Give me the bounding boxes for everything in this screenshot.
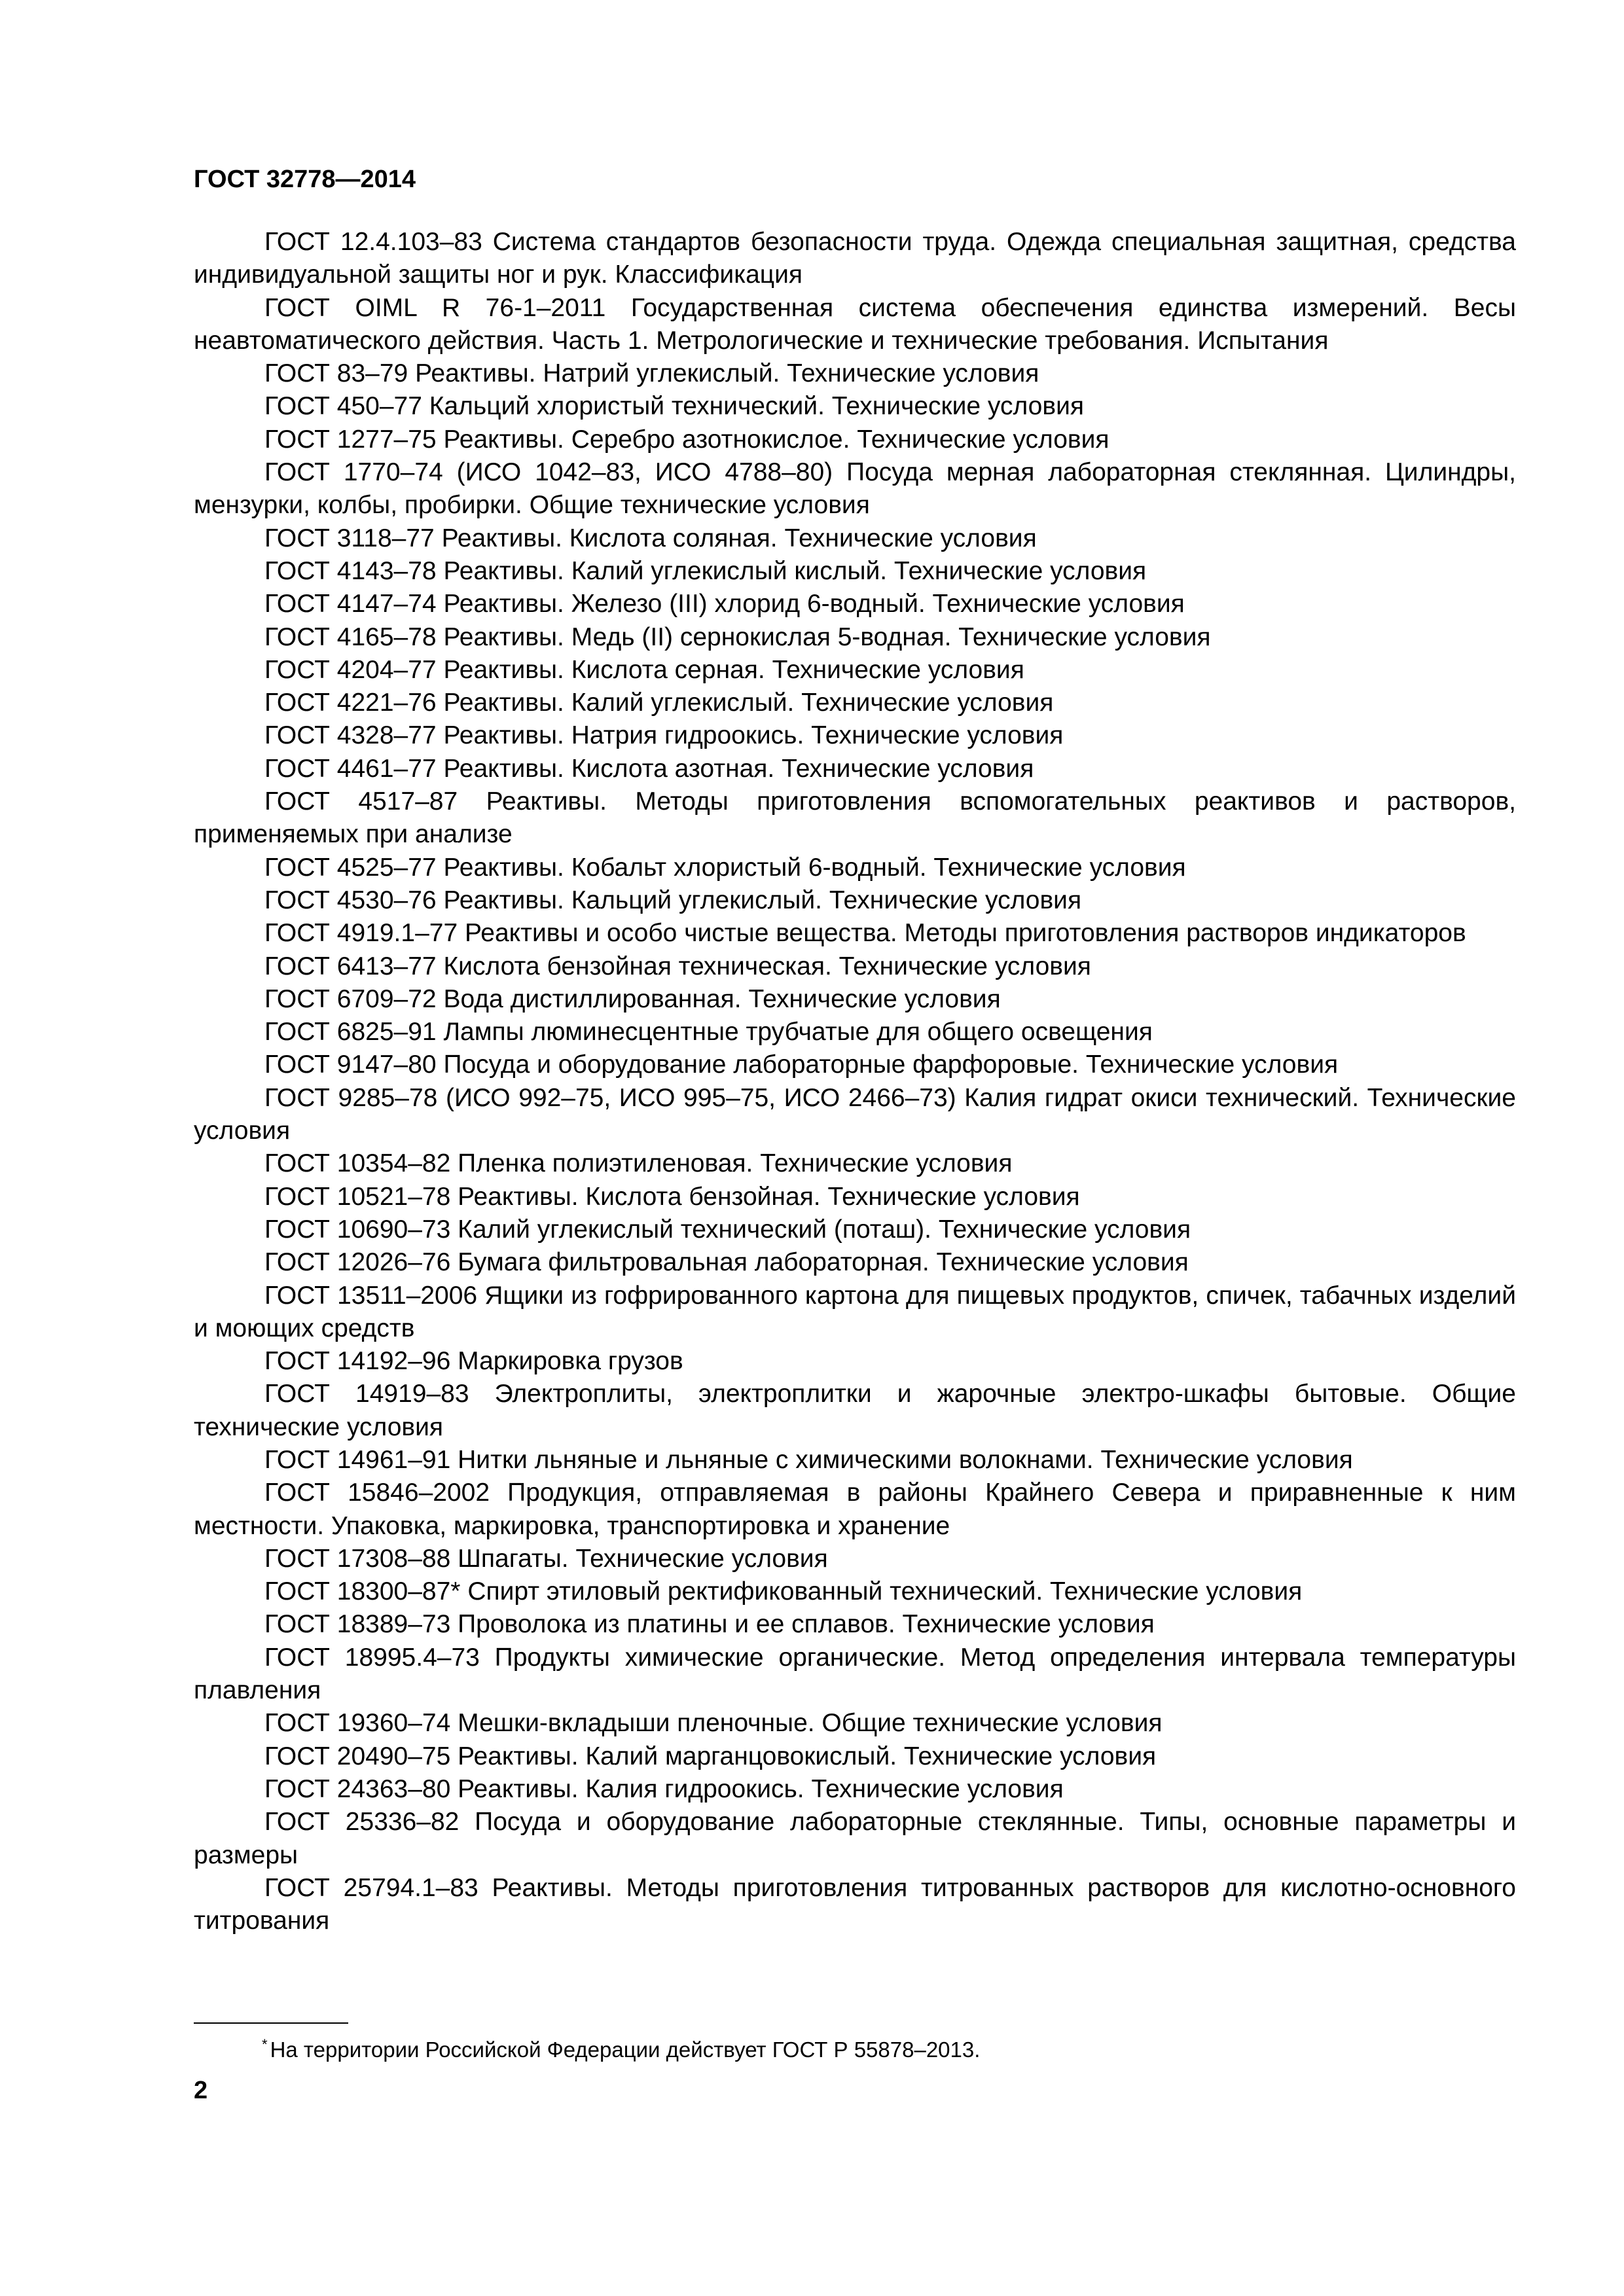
footnote-text: На территории Российской Федерации действует ГОСТ Р 55878–2013. xyxy=(270,2037,981,2062)
reference-entry: ГОСТ 4530–76 Реактивы. Кальций углекислый. Технические условия xyxy=(264,886,1082,914)
reference-entry: ГОСТ 15846–2002 Продукция, отправляемая в районы Крайнего Севера и приравненные к ним местности. Упаковка, маркировка, транспортировка и хранение xyxy=(194,1479,1516,1540)
reference-entry: ГОСТ 6413–77 Кислота бензойная техническая. Технические условия xyxy=(264,952,1091,980)
reference-entry: ГОСТ 450–77 Кальций хлористый технический. Технические условия xyxy=(264,392,1084,421)
footnote-marker: * xyxy=(262,2036,268,2053)
reference-entry: ГОСТ 18300–87* Спирт этиловый ректификованный технический. Технические условия xyxy=(264,1577,1303,1606)
reference-entry: ГОСТ 14919–83 Электроплиты, электроплитки и жарочные электро-шкафы бытовые. Общие технические условия xyxy=(194,1380,1516,1441)
reference-entry: ГОСТ 4525–77 Реактивы. Кобальт хлористый 6-водный. Технические условия xyxy=(264,853,1186,882)
reference-entry: ГОСТ 6825–91 Лампы люминесцентные трубчатые для общего освещения xyxy=(264,1018,1153,1047)
footnote-divider xyxy=(194,2022,348,2024)
document-header-title: ГОСТ 32778—2014 xyxy=(194,166,416,193)
reference-entry: ГОСТ 10521–78 Реактивы. Кислота бензойная. Технические условия xyxy=(264,1182,1080,1211)
reference-entry: ГОСТ 10690–73 Калий углекислый технический (поташ). Технические условия xyxy=(264,1215,1191,1244)
reference-entry: ГОСТ 6709–72 Вода дистиллированная. Технические условия xyxy=(264,984,1001,1013)
reference-entry: ГОСТ 4204–77 Реактивы. Кислота серная. Технические условия xyxy=(264,655,1024,684)
reference-entry: ГОСТ 25336–82 Посуда и оборудование лабораторные стеклянные. Типы, основные параметры и размеры xyxy=(194,1808,1516,1869)
reference-entry: ГОСТ 17308–88 Шпагаты. Технические условия xyxy=(264,1544,828,1573)
reference-entry: ГОСТ 9285–78 (ИСО 992–75, ИСО 995–75, ИСО 2466–73) Калия гидрат окиси технический. Технические условия xyxy=(194,1083,1516,1145)
reference-entry: ГОСТ 14961–91 Нитки льняные и льняные с химическими волокнами. Технические условия xyxy=(264,1445,1353,1474)
reference-entry: ГОСТ 12.4.103–83 Система стандартов безопасности труда. Одежда специальная защитная, средства индивидуальной защиты ног и рук. Классификация xyxy=(194,228,1516,289)
reference-entry: ГОСТ 13511–2006 Ящики из гофрированного картона для пищевых продуктов, спичек, табачных изделий и моющих средств xyxy=(194,1281,1516,1342)
reference-entry: ГОСТ 12026–76 Бумага фильтровальная лабораторная. Технические условия xyxy=(264,1248,1189,1277)
reference-entry: ГОСТ OIML R 76-1–2011 Государственная система обеспечения единства измерений. Весы неавтоматического действия. Часть 1. Метрологические и технические требования. Испытания xyxy=(194,293,1516,355)
footnote xyxy=(262,2036,980,2064)
normative-references-list xyxy=(194,226,1516,1937)
reference-entry: ГОСТ 4919.1–77 Реактивы и особо чистые вещества. Методы приготовления растворов индикаторов xyxy=(264,919,1466,948)
reference-entry: ГОСТ 4143–78 Реактивы. Калий углекислый кислый. Технические условия xyxy=(264,556,1147,585)
reference-entry: ГОСТ 83–79 Реактивы. Натрий углекислый. Технические условия xyxy=(264,359,1039,388)
reference-entry: ГОСТ 4221–76 Реактивы. Калий углекислый. Технические условия xyxy=(264,689,1054,717)
reference-entry: ГОСТ 19360–74 Мешки-вкладыши пленочные. Общие технические условия xyxy=(264,1709,1163,1738)
reference-entry: ГОСТ 18995.4–73 Продукты химические органические. Метод определения интервала температуры плавления xyxy=(194,1643,1516,1705)
reference-entry: ГОСТ 4461–77 Реактивы. Кислота азотная. Технические условия xyxy=(264,754,1034,783)
reference-entry: ГОСТ 9147–80 Посуда и оборудование лабораторные фарфоровые. Технические условия xyxy=(264,1050,1339,1079)
reference-entry: ГОСТ 10354–82 Пленка полиэтиленовая. Технические условия xyxy=(264,1149,1013,1178)
reference-entry: ГОСТ 1770–74 (ИСО 1042–83, ИСО 4788–80) Посуда мерная лабораторная стеклянная. Цилиндры, мензурки, колбы, пробирки. Общие технические условия xyxy=(194,458,1516,520)
reference-entry: ГОСТ 20490–75 Реактивы. Калий марганцовокислый. Технические условия xyxy=(264,1742,1157,1770)
reference-entry: ГОСТ 1277–75 Реактивы. Серебро азотнокислое. Технические условия xyxy=(264,425,1110,454)
reference-entry: ГОСТ 24363–80 Реактивы. Калия гидроокись. Технические условия xyxy=(264,1774,1064,1803)
reference-entry: ГОСТ 4517–87 Реактивы. Методы приготовления вспомогательных реактивов и растворов, применяемых при анализе xyxy=(194,787,1516,849)
page-number: 2 xyxy=(194,2077,208,2104)
reference-entry: ГОСТ 3118–77 Реактивы. Кислота соляная. Технические условия xyxy=(264,524,1037,552)
reference-entry: ГОСТ 4165–78 Реактивы. Медь (II) сернокислая 5-водная. Технические условия xyxy=(264,622,1211,651)
reference-entry: ГОСТ 18389–73 Проволока из платины и ее сплавов. Технические условия xyxy=(264,1610,1155,1639)
reference-entry: ГОСТ 14192–96 Маркировка грузов xyxy=(264,1347,683,1376)
reference-entry: ГОСТ 4147–74 Реактивы. Железо (III) хлорид 6-водный. Технические условия xyxy=(264,590,1185,619)
reference-entry: ГОСТ 4328–77 Реактивы. Натрия гидроокись. Технические условия xyxy=(264,721,1064,750)
reference-entry: ГОСТ 25794.1–83 Реактивы. Методы приготовления титрованных растворов для кислотно-основного титрования xyxy=(194,1873,1516,1935)
